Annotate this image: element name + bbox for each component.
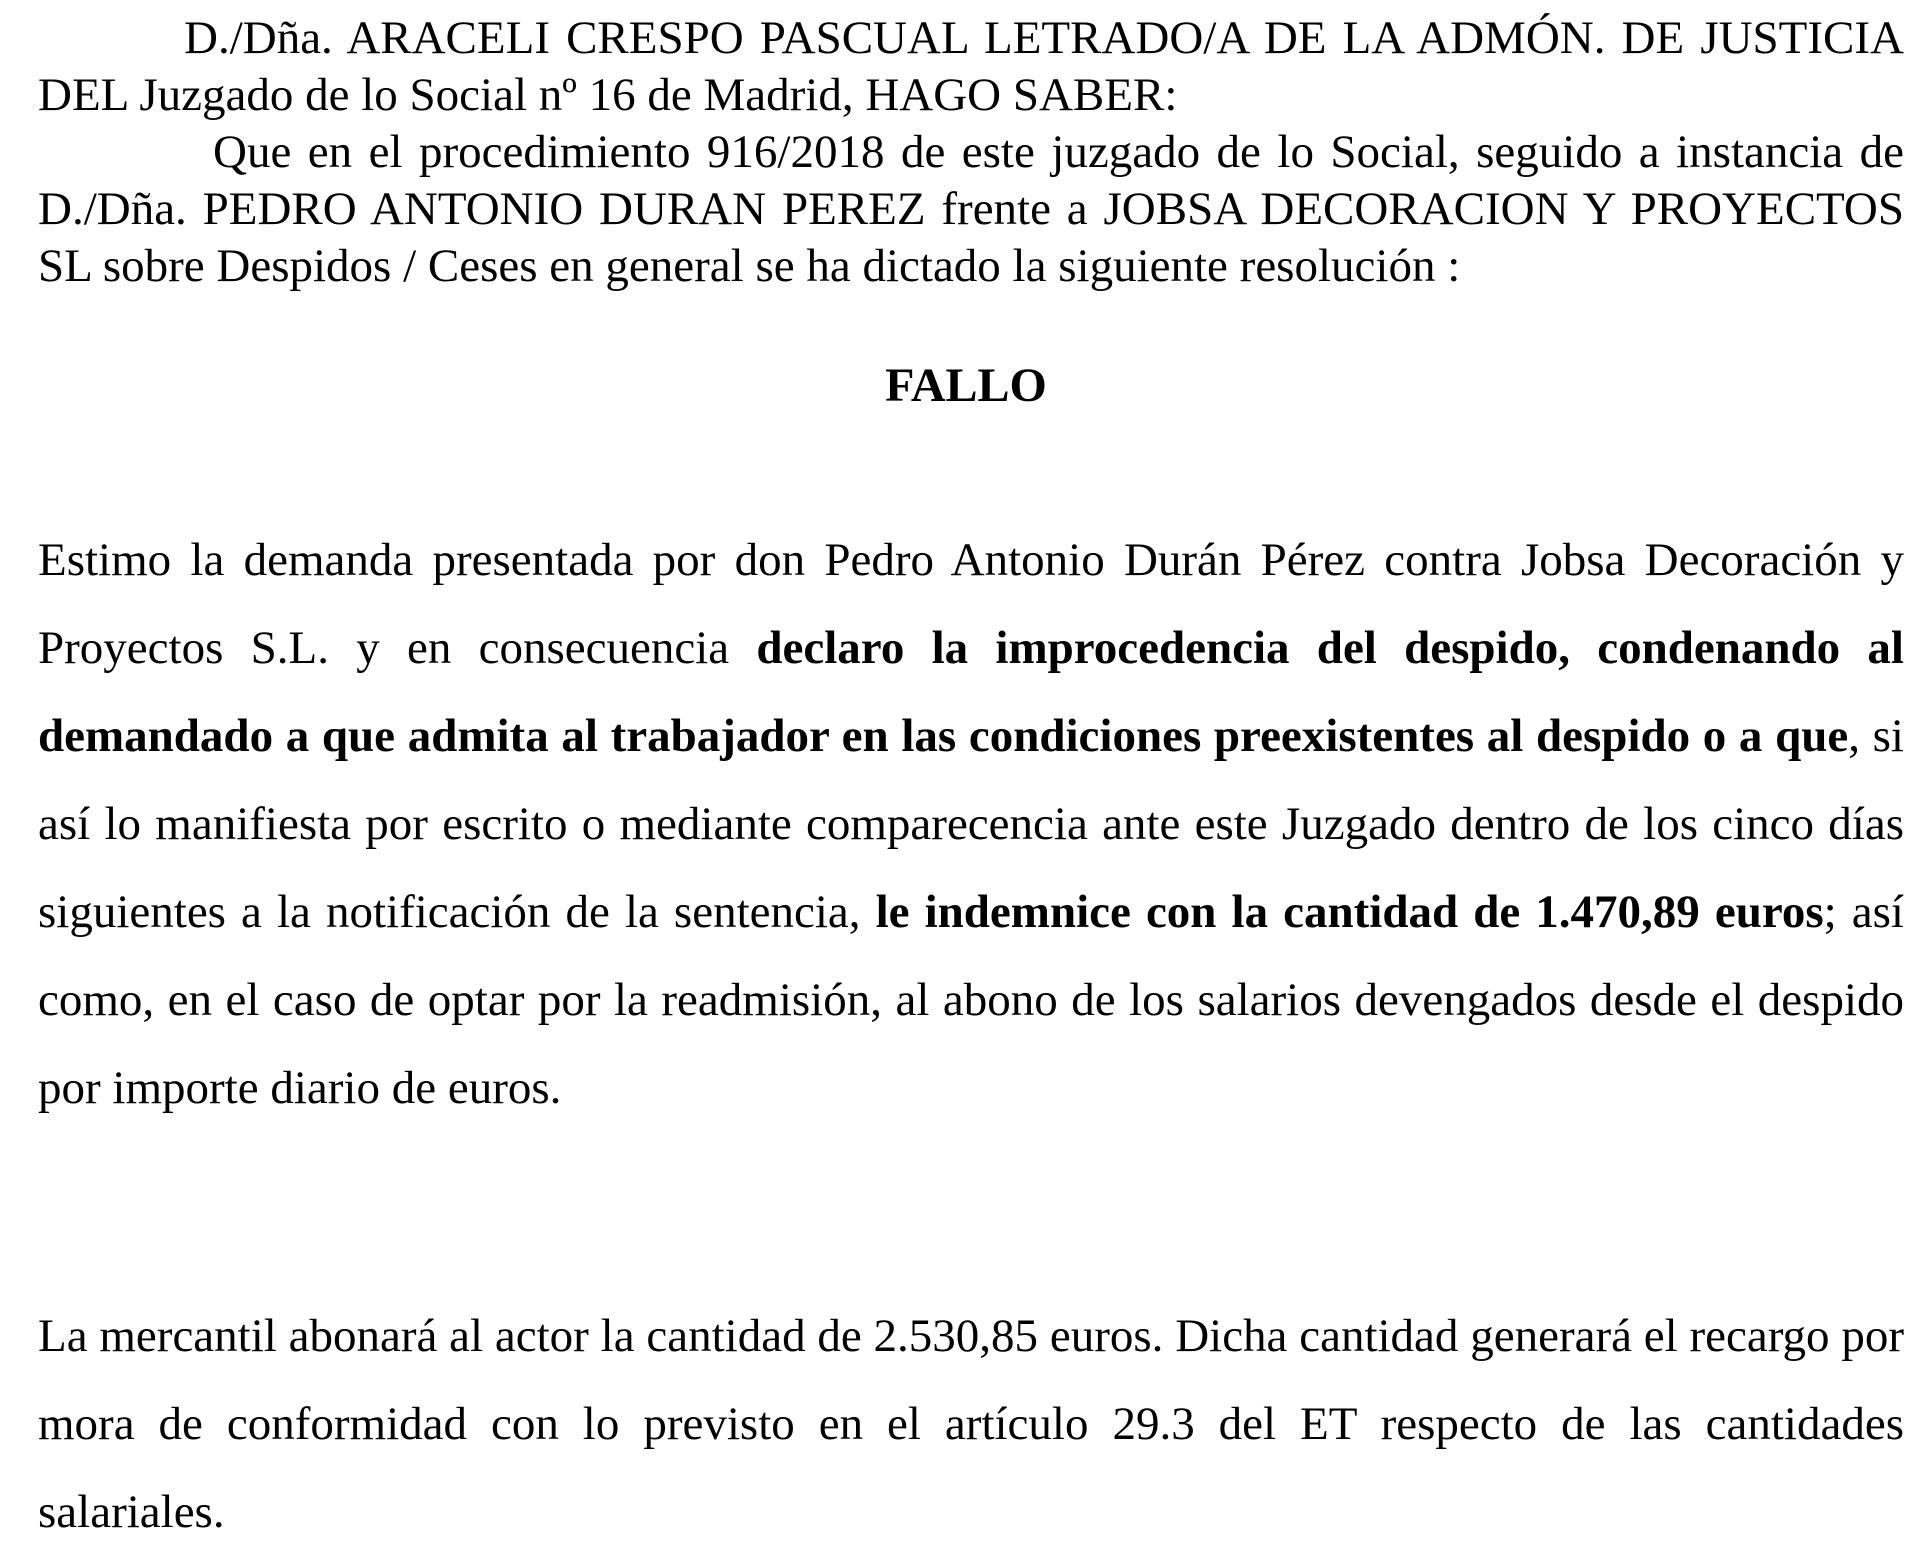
payment-paragraph: La mercantil abonará al actor la cantidad de 2.530,85 euros. Dicha cantidad generará el recargo por mora de conformidad con lo previsto en el artículo 29.3 del ET respecto de las cantidades salariales. xyxy=(38,1310,1904,1538)
header-clerk-line: D./Dña. ARACELI CRESPO PASCUAL LETRADO/A DE LA ADMÓN. DE JUSTICIA DEL Juzgado de lo Social nº 16 de Madrid, HAGO SABER: xyxy=(38,12,1904,121)
header-procedure-line: Que en el procedimiento 916/2018 de este juzgado de lo Social, seguido a instancia de D./Dña. PEDRO ANTONIO DURAN PEREZ frente a JOBSA DECORACION Y PROYECTOS SL sobre Despidos / Ceses en general se ha dictado la siguiente resolución : xyxy=(38,126,1904,292)
ruling-declaration-bold: declaro la improcedencia del despido, condenando al demandado a que admita al trabajador en las condiciones preexistentes al despido o a que xyxy=(38,622,1904,762)
ruling-text-1: Estimo la demanda presentada por don Pedro Antonio Durán Pérez contra Jobsa Decoración y Proyectos S.L. y en consecuencia xyxy=(38,534,1904,674)
ruling-text-3: ; así como, en el caso de optar por la readmisión, al abono de los salarios devengados desde el despido por importe diario de euros. xyxy=(38,886,1904,1114)
document-header xyxy=(38,10,1904,295)
fallo-heading: FALLO xyxy=(885,359,1047,412)
ruling-compensation-bold: le indemnice con la cantidad de 1.470,89 euros xyxy=(875,886,1824,938)
ruling-paragraph xyxy=(38,516,1904,1132)
ruling-text-2: , si así lo manifiesta por escrito o mediante comparecencia ante este Juzgado dentro de los cinco días siguientes a la notificación de la sentencia, xyxy=(38,710,1904,938)
